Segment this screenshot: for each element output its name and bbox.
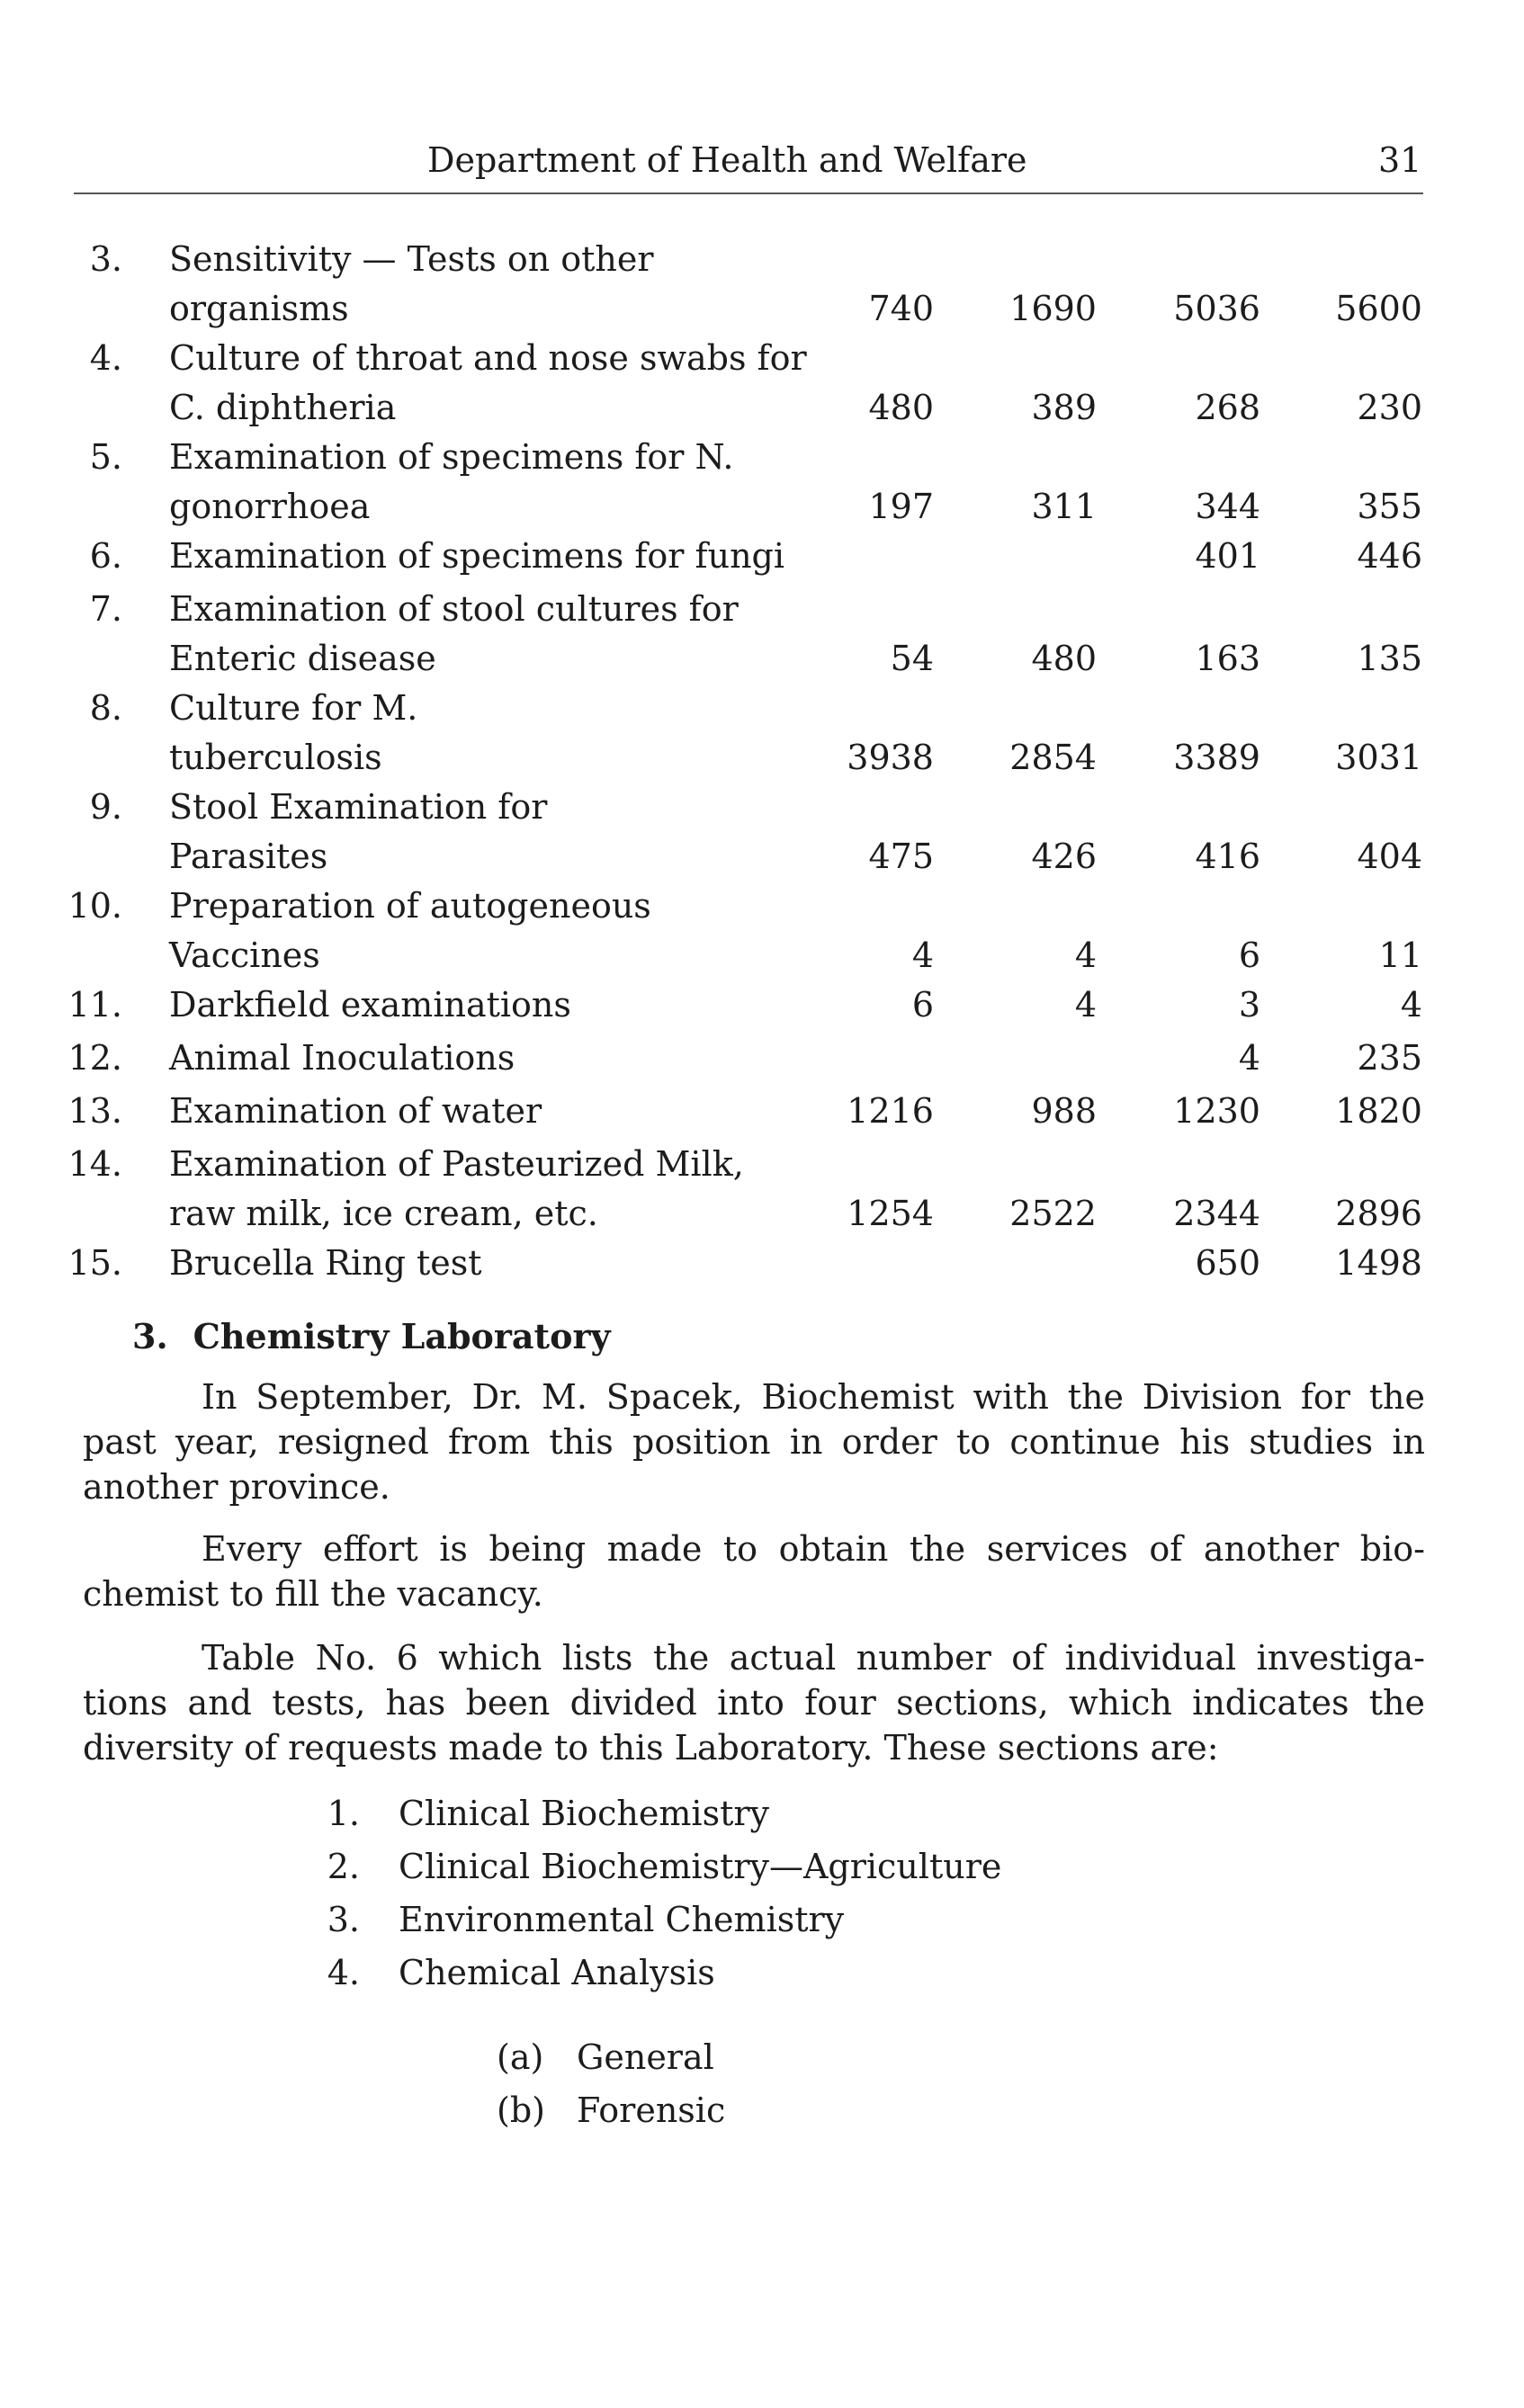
paragraph-line: Table No. 6 which lists the actual number of individual investiga- <box>202 1638 1425 1678</box>
list-item <box>0 1790 1524 1843</box>
list-item <box>0 1896 1524 1949</box>
row-label: Culture for M. <box>169 688 418 728</box>
row-value: 3 <box>1238 985 1260 1025</box>
sublist-item-text: Forensic <box>577 2090 726 2130</box>
table-row <box>0 685 1524 783</box>
table-row <box>0 1141 1524 1240</box>
list-item-number: 2. <box>327 1847 360 1886</box>
row-label: Brucella Ring test <box>169 1243 482 1283</box>
row-label: Animal Inoculations <box>169 1038 515 1078</box>
row-number: 10. <box>67 886 122 926</box>
row-label: Preparation of autogeneous <box>169 886 651 926</box>
row-value: 4 <box>1074 935 1097 975</box>
row-value: 4 <box>1400 985 1422 1025</box>
list-item-text: Clinical Biochemistry—Agriculture <box>399 1847 1002 1886</box>
row-label-continued: Vaccines <box>169 935 320 975</box>
paragraph-line: Every effort is being made to obtain the services of another bio- <box>202 1529 1425 1569</box>
row-value: 311 <box>1031 487 1097 526</box>
running-header <box>0 137 1524 191</box>
row-label-continued: Enteric disease <box>169 639 436 678</box>
row-value: 404 <box>1357 837 1422 876</box>
row-value: 355 <box>1357 487 1422 526</box>
row-number: 13. <box>67 1091 122 1131</box>
sublist-item-marker: (a) <box>497 2037 544 2077</box>
row-value: 3389 <box>1173 738 1260 777</box>
paragraph-line: tions and tests, has been divided into four sections, which indicates the <box>83 1683 1425 1723</box>
row-value: 2854 <box>1009 738 1097 777</box>
row-number: 14. <box>67 1144 122 1184</box>
paragraph-line: another province. <box>83 1467 390 1507</box>
row-number: 12. <box>67 1038 122 1078</box>
row-label-continued: organisms <box>169 289 349 328</box>
row-value: 5600 <box>1335 289 1422 328</box>
row-value: 416 <box>1195 837 1260 876</box>
sublist-item-text: General <box>577 2037 714 2077</box>
list-item <box>0 1949 1524 2002</box>
table-row <box>0 981 1524 1034</box>
list-item-text: Clinical Biochemistry <box>399 1794 769 1833</box>
row-value: 4 <box>1074 985 1097 1025</box>
row-label: Darkfield examinations <box>169 985 571 1025</box>
row-number: 3. <box>89 239 122 279</box>
table-row <box>0 1240 1524 1293</box>
table-row <box>0 1034 1524 1088</box>
row-label-continued: gonorrhoea <box>169 487 371 526</box>
row-value: 1216 <box>847 1091 934 1131</box>
paragraph <box>83 1374 1425 1509</box>
row-value: 988 <box>1031 1091 1097 1131</box>
row-value: 3031 <box>1335 738 1422 777</box>
table-row <box>0 783 1524 882</box>
row-number: 8. <box>89 688 122 728</box>
row-value: 1230 <box>1173 1091 1260 1131</box>
row-number: 11. <box>67 985 122 1025</box>
table-row <box>0 586 1524 685</box>
row-label: Examination of specimens for N. <box>169 437 734 477</box>
row-value: 2344 <box>1173 1194 1260 1233</box>
row-label-continued: C. diphtheria <box>169 388 397 427</box>
row-value: 740 <box>868 289 934 328</box>
row-label: Examination of water <box>169 1091 542 1131</box>
page-number: 31 <box>1378 140 1422 180</box>
row-label: Examination of stool cultures for <box>169 589 739 629</box>
row-value: 54 <box>890 639 934 678</box>
row-value: 1690 <box>1009 289 1097 328</box>
list-item-number: 4. <box>327 1953 360 1992</box>
row-label: Culture of throat and nose swabs for <box>169 338 807 378</box>
statistics-table <box>0 236 1524 1293</box>
sublist-item-marker: (b) <box>497 2090 545 2130</box>
paragraph-line: chemist to fill the vacancy. <box>83 1574 543 1614</box>
row-number: 4. <box>89 338 122 378</box>
row-value: 2896 <box>1335 1194 1422 1233</box>
row-value: 389 <box>1031 388 1097 427</box>
row-value: 650 <box>1195 1243 1260 1283</box>
row-value: 480 <box>868 388 934 427</box>
row-value: 1254 <box>847 1194 934 1233</box>
row-value: 11 <box>1378 935 1422 975</box>
row-value: 344 <box>1195 487 1260 526</box>
row-value: 235 <box>1357 1038 1422 1078</box>
row-value: 1820 <box>1335 1091 1422 1131</box>
row-value: 6 <box>911 985 934 1025</box>
row-value: 475 <box>868 837 934 876</box>
table-row <box>0 434 1524 533</box>
section-title: Chemistry Laboratory <box>193 1316 611 1356</box>
row-label-continued: raw milk, ice cream, etc. <box>169 1194 598 1233</box>
row-label-continued: tuberculosis <box>169 738 382 777</box>
row-number: 9. <box>89 787 122 827</box>
list-item-text: Environmental Chemistry <box>399 1900 845 1939</box>
table-row <box>0 533 1524 586</box>
table-row <box>0 1088 1524 1141</box>
row-value: 197 <box>868 487 934 526</box>
row-value: 5036 <box>1173 289 1260 328</box>
paragraph-line: past year, resigned from this position in order to continue his studies in <box>83 1422 1425 1462</box>
section-number: 3. <box>132 1316 168 1356</box>
row-label: Stool Examination for <box>169 787 548 827</box>
row-label-continued: Parasites <box>169 837 328 876</box>
list-item <box>0 1843 1524 1896</box>
row-value: 1498 <box>1335 1243 1422 1283</box>
row-value: 4 <box>1238 1038 1260 1078</box>
table-row <box>0 236 1524 335</box>
paragraph <box>83 1526 1425 1616</box>
row-value: 163 <box>1195 639 1260 678</box>
paragraph-line: diversity of requests made to this Laboratory. These sections are: <box>83 1728 1219 1768</box>
row-value: 230 <box>1357 388 1422 427</box>
list-item-number: 3. <box>327 1900 360 1939</box>
list-item-number: 1. <box>327 1794 360 1833</box>
row-number: 5. <box>89 437 122 477</box>
row-number: 15. <box>67 1243 122 1283</box>
list-item-text: Chemical Analysis <box>399 1953 715 1992</box>
section-heading <box>132 1313 611 1360</box>
header-title: Department of Health and Welfare <box>427 140 1027 180</box>
row-number: 6. <box>89 536 122 576</box>
row-value: 6 <box>1238 935 1260 975</box>
table-row <box>0 882 1524 981</box>
row-value: 268 <box>1195 388 1260 427</box>
row-label: Examination of specimens for fungi <box>169 536 785 576</box>
paragraph <box>83 1635 1425 1770</box>
header-rule <box>74 192 1423 194</box>
row-number: 7. <box>89 589 122 629</box>
paragraph-line: In September, Dr. M. Spacek, Biochemist with the Division for the <box>202 1377 1425 1417</box>
row-value: 480 <box>1031 639 1097 678</box>
row-value: 2522 <box>1009 1194 1097 1233</box>
row-label: Examination of Pasteurized Milk, <box>169 1144 744 1184</box>
row-label: Sensitivity — Tests on other <box>169 239 654 279</box>
row-value: 426 <box>1031 837 1097 876</box>
row-value: 3938 <box>847 738 934 777</box>
row-value: 446 <box>1357 536 1422 576</box>
row-value: 135 <box>1357 639 1422 678</box>
table-row <box>0 335 1524 434</box>
row-value: 4 <box>911 935 934 975</box>
row-value: 401 <box>1195 536 1260 576</box>
